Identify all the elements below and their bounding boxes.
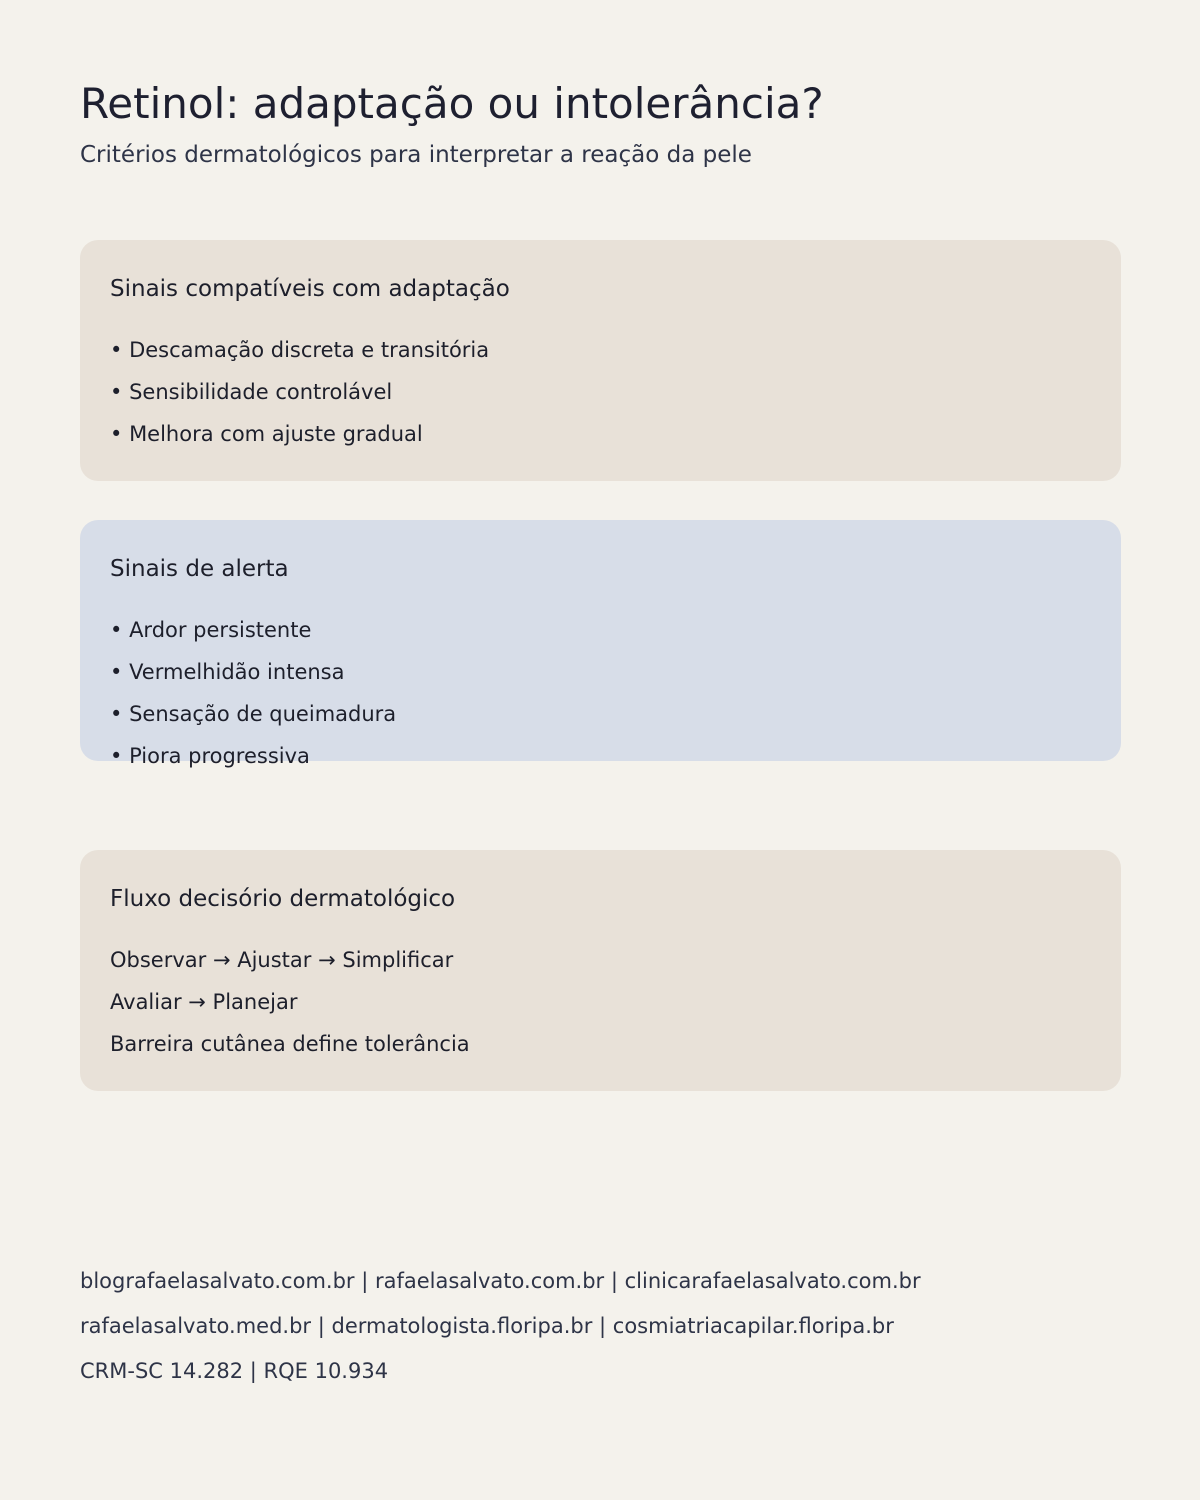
alert-signs-list [110,609,396,777]
footer-websites-line-2: rafaelasalvato.med.br | dermatologista.floripa.br | cosmiatriacapilar.floripa.br [80,1314,894,1338]
adaptation-signs-title: Sinais compatíveis com adaptação [110,276,510,302]
list-item: • Sensibilidade controlável [110,371,489,413]
page-title: Retinol: adaptação ou intolerância? [80,79,824,128]
decision-flow-card [80,850,1121,1091]
list-item: • Vermelhidão intensa [110,651,396,693]
flow-step: Observar → Ajustar → Simplificar [110,948,454,972]
list-item: • Descamação discreta e transitória [110,329,489,371]
footer-registration: CRM-SC 14.282 | RQE 10.934 [80,1359,389,1383]
flow-step: Avaliar → Planejar [110,990,298,1014]
list-item: • Melhora com ajuste gradual [110,413,489,455]
adaptation-signs-card [80,240,1121,481]
list-item: • Ardor persistente [110,609,396,651]
footer-websites-line-1: blografaelasalvato.com.br | rafaelasalvato.com.br | clinicarafaelasalvato.com.br [80,1269,921,1293]
alert-signs-card [80,520,1121,768]
page-subtitle: Critérios dermatológicos para interpretar a reação da pele [80,142,752,168]
list-item: • Piora progressiva [110,735,396,777]
footer-contact [80,1259,921,1394]
flow-step: Barreira cutânea define tolerância [110,1032,470,1056]
adaptation-signs-list [110,329,489,455]
list-item: • Sensação de queimadura [110,693,396,735]
decision-flow-list [110,939,470,1065]
decision-flow-title: Fluxo decisório dermatológico [110,886,456,912]
alert-signs-title: Sinais de alerta [110,556,289,582]
